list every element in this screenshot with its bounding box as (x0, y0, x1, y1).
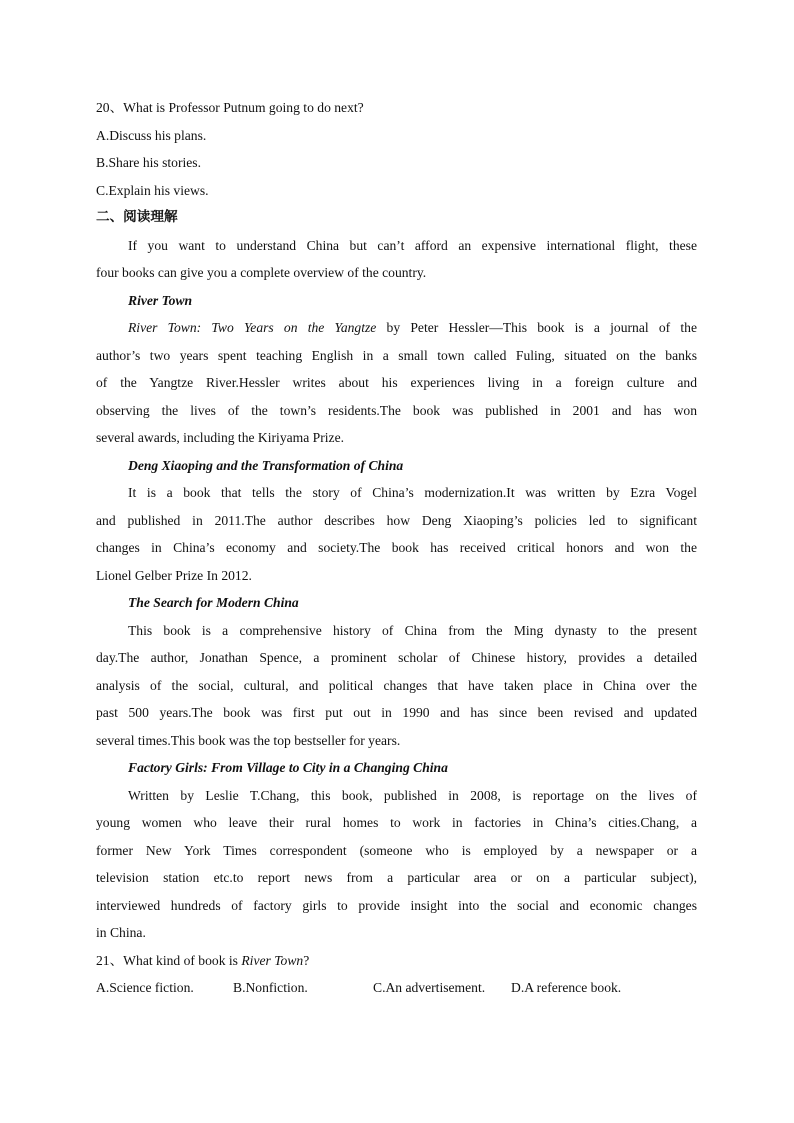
book1-line-5: several awards, including the Kiriyama Prize. (96, 430, 344, 445)
book3-line-3: analysis of the social, cultural, and political changes that have taken place in China over the (96, 677, 697, 693)
book4-line-1: Written by Leslie T.Chang, this book, published in 2008, is reportage on the lives of (128, 787, 697, 803)
q21-option-d: D.A reference book. (511, 980, 622, 995)
q21-suffix: ? (303, 952, 310, 968)
book1-line-3: of the Yangtze River.Hessler writes about his experiences living in a foreign culture and (96, 375, 697, 390)
book2-title: Deng Xiaoping and the Transformation of China (128, 457, 404, 473)
book3-line-5: several times.This book was the top bestseller for years. (96, 732, 401, 748)
book1-line-1-rest: by Peter Hessler—This book is a journal of the (376, 320, 697, 335)
book2-line-4: Lionel Gelber Prize In 2012. (96, 567, 252, 583)
q21-book-title: River Town (241, 952, 304, 968)
q20-option-c: C.Explain his views. (96, 182, 209, 198)
book1-full-title: River Town: Two Years on the Yangtze (128, 320, 377, 335)
book1-line-2: author’s two years spent teaching English in a small town called Fuling, situated on the banks (96, 347, 697, 363)
book4-title: Factory Girls: From Village to City in a Changing China (128, 760, 448, 775)
intro-line-2: four books can give you a complete overview of the country. (96, 265, 427, 280)
exam-page (96, 94, 697, 1002)
q21-option-b: B.Nonfiction. (233, 980, 308, 995)
book2-line-1: It is a book that tells the story of China’s modernization.It was written by Ezra Vogel (128, 485, 697, 500)
book4-line-4: television station etc.to report news from a particular area or on a particular subject), (96, 870, 697, 885)
book4-line-5: interviewed hundreds of factory girls to provide insight into the social and economic changes (96, 897, 697, 913)
q21-prefix: 21、What kind of book is (96, 952, 242, 968)
book4-line-3: former New York Times correspondent (someone who is employed by a newspaper or a (96, 842, 697, 858)
q21-option-c: C.An advertisement. (373, 980, 486, 995)
q21-option-a: A.Science fiction. (96, 980, 194, 995)
section-heading: 二、阅读理解 (96, 209, 178, 225)
book2-line-2: and published in 2011.The author describes how Deng Xiaoping’s policies led to significant (96, 512, 697, 528)
q20-question: 20、What is Professor Putnum going to do next? (96, 100, 364, 115)
book2-line-3: changes in China’s economy and society.The book has received critical honors and won the (96, 540, 697, 555)
q20-option-a: A.Discuss his plans. (96, 127, 207, 143)
book1-line-4: observing the lives of the town’s residents.The book was published in 2001 and has won (96, 402, 697, 418)
book3-line-4: past 500 years.The book was first put out in 1990 and has since been revised and updated (96, 705, 697, 720)
intro-line-1: If you want to understand China but can’t afford an expensive international flight, these (128, 237, 697, 253)
book3-line-1: This book is a comprehensive history of China from the Ming dynasty to the present (128, 622, 697, 638)
book4-line-2: young women who leave their rural homes to work in factories in China’s cities.Chang, a (96, 815, 697, 830)
book3-line-2: day.The author, Jonathan Spence, a prominent scholar of Chinese history, provides a detailed (96, 650, 697, 665)
book4-line-6: in China. (96, 925, 146, 940)
book3-title: The Search for Modern China (128, 595, 299, 610)
q21-question (96, 947, 697, 975)
q20-option-b: B.Share his stories. (96, 155, 201, 170)
book1-title: River Town (128, 292, 193, 308)
book1-line-1 (96, 314, 697, 342)
q21-options (96, 974, 697, 1002)
